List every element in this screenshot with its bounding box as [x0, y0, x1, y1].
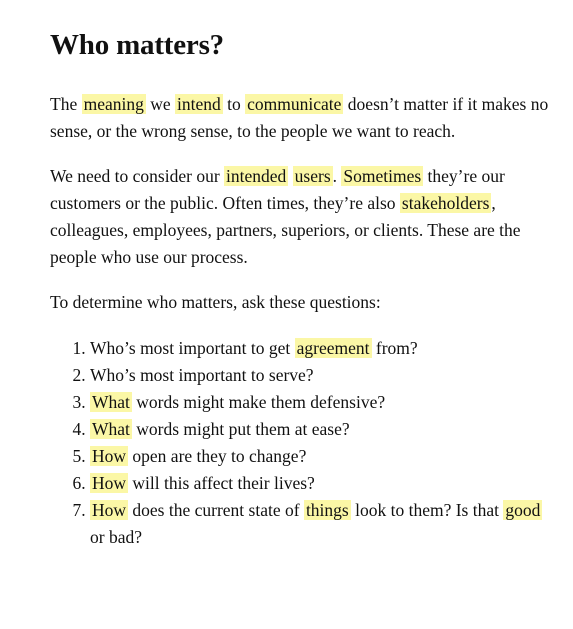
- highlighted-word: How: [92, 446, 127, 466]
- question-item: [90, 497, 550, 551]
- highlighted-word: meaning: [83, 94, 144, 114]
- document: [50, 26, 550, 551]
- question-item: [90, 335, 550, 362]
- highlighted-word: users: [294, 166, 331, 186]
- question-item: [90, 362, 550, 389]
- highlighted-word: What: [92, 419, 130, 439]
- question-item: [90, 470, 550, 497]
- question-item: [90, 389, 550, 416]
- text-segment: from?: [371, 338, 418, 358]
- text-segment: does the current state of: [128, 500, 304, 520]
- highlighted-word: good: [505, 500, 541, 520]
- text-segment: Who’s most important to get: [90, 338, 295, 358]
- page-title: Who matters?: [50, 29, 224, 61]
- highlighted-word: communicate: [247, 94, 342, 114]
- text-segment: To determine who matters, ask these questions:: [50, 292, 381, 312]
- highlighted-word: stakeholders: [401, 193, 490, 213]
- text-segment: look to them? Is that: [350, 500, 504, 520]
- text-segment: will this affect their lives?: [128, 473, 315, 493]
- highlighted-word: intended: [226, 166, 287, 186]
- text-segment: , colleagues, employees, partners, superiors, or clients. These are the people who use our process.: [50, 193, 521, 267]
- highlighted-word: intend: [177, 94, 221, 114]
- highlighted-word: things: [305, 500, 349, 520]
- text-segment: .: [332, 166, 342, 186]
- text-segment: words might make them defensive?: [131, 392, 386, 412]
- text-segment: The: [50, 94, 82, 114]
- highlighted-word: How: [92, 473, 127, 493]
- text-segment: doesn’t matter if it makes no sense, or the wrong sense, to the people we want to reach.: [50, 94, 549, 141]
- text-segment: to: [222, 94, 246, 114]
- text-segment: or bad?: [90, 527, 142, 547]
- text-segment: open are they to change?: [128, 446, 307, 466]
- question-item: [90, 443, 550, 470]
- highlighted-word: Sometimes: [343, 166, 422, 186]
- questions-list: [50, 335, 550, 551]
- paragraph-users: [50, 163, 550, 271]
- question-item: [90, 416, 550, 443]
- text-segment: We need to consider our: [50, 166, 225, 186]
- text-segment: Who’s most important to serve?: [90, 365, 314, 385]
- highlighted-word: What: [92, 392, 130, 412]
- text-segment: we: [145, 94, 176, 114]
- paragraph-meaning: [50, 91, 550, 145]
- text-segment: words might put them at ease?: [131, 419, 350, 439]
- text-segment: they’re our customers or the public. Often times, they’re also: [50, 166, 505, 213]
- paragraph-questions-intro: [50, 289, 550, 316]
- highlighted-word: agreement: [296, 338, 370, 358]
- highlighted-word: How: [92, 500, 127, 520]
